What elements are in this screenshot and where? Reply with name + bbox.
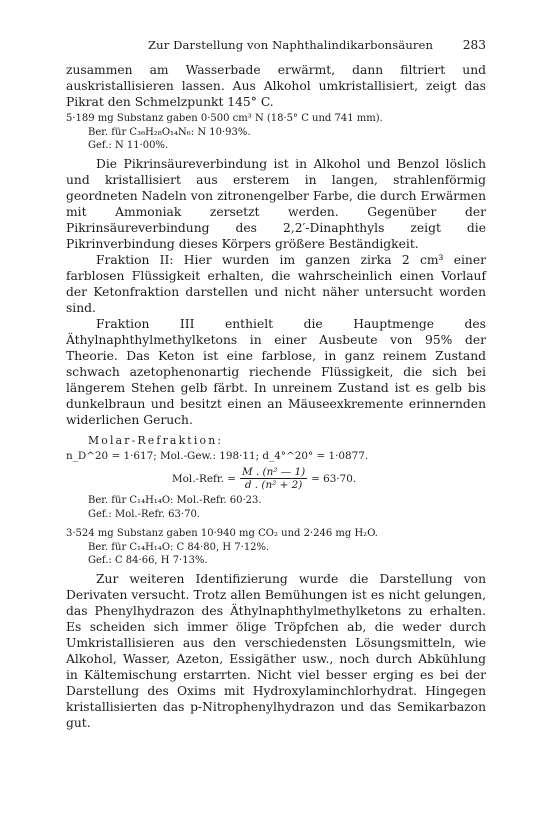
- paragraph-picric-compound: Die Pikrinsäureverbindung ist in Alkohol und Benzol löslich und kristallisiert aus ersterem in langen, strahlenförmig geordneten Nadeln von zitronengelber Farbe, die durch Erwärmen mit Ammoniak zersetzt werden. Gegenüber der Pikrinsäureverbindung des 2,2′-Dinaphthyls zeigt die Pikrinverbindung dieses Körpers größere Beständigkeit.: [66, 156, 486, 251]
- formula-result: = 63·70.: [311, 472, 357, 485]
- paragraph-picrate: zusammen am Wasserbade erwärmt, dann filtriert und auskristallisieren lassen. Aus Alkohol umkristallisiert, zeigt das Pikrat den Schmelzpunkt 145° C.: [66, 63, 486, 110]
- molar-refraction-formula: [66, 464, 486, 494]
- formula-fraction: [240, 467, 307, 491]
- refraction-constants: n_D^20 = 1·617; Mol.-Gew.: 198·11; d_4°^20° = 1·0877.: [66, 450, 369, 463]
- paragraph-fraction-3: Fraktion III enthielt die Hauptmenge des Äthylnaphthylmethylketons in einer Ausbeute von 95% der Theorie. Das Keton ist eine farblose, in ganz reinem Zustand schwach azetophenonartig riechende Flüssigkeit, die sich bei längerem Stehen gelb färbt. In unreinem Zustand ist es gelb bis dunkelbraun und besitzt einen an Mäuseexkremente erinnernden widerlichen Geruch.: [66, 317, 486, 428]
- analysis-line: 3·524 mg Substanz gaben 10·940 mg CO₂ und 2·246 mg H₂O.: [66, 528, 378, 540]
- analysis-found: Gef.: N 11·00%.: [88, 140, 169, 152]
- analysis-found: Gef.: C 84·66, H 7·13%.: [88, 555, 208, 567]
- page-number: 283: [462, 38, 486, 52]
- analysis-calculated: Ber. für C₁₄H₁₄O: C 84·80, H 7·12%.: [88, 541, 270, 553]
- formula-label: Mol.-Refr. =: [172, 472, 236, 485]
- book-page: [66, 38, 486, 731]
- running-title: Zur Darstellung von Naphthalindikarbonsäuren: [148, 38, 434, 52]
- analysis-block-combustion: [66, 527, 486, 568]
- analysis-line: 5·189 mg Substanz gaben 0·500 cm³ N (18·5° C und 741 mm).: [66, 113, 383, 125]
- paragraph-derivatives: Zur weiteren Identifizierung wurde die Darstellung von Derivaten versucht. Trotz allen Bemühungen ist es nicht gelungen, das Phenylhydrazon des Äthylnaphthylmethylketons zu erhalten. Es scheiden sich immer ölige Tröpfchen ab, die weder durch Umkristallisieren aus den verschiedensten Lösungsmitteln, wie Alkohol, Wasser, Azeton, Essigäther usw., noch durch Abkühlung in Kältemischung erstarrten. Nicht viel besser erging es bei der Darstellung des Oxims mit Hydroxylaminchlorhydrat. Hingegen kristallisierten das p-Nitrophenylhydrazon und das Semikarbazon gut.: [66, 571, 486, 731]
- formula-denominator: d . (n² + 2): [244, 479, 303, 492]
- analysis-calculated: Ber. für C₃₆H₂₈O₁₄N₆: N 10·93%.: [88, 126, 251, 138]
- page-body: [66, 62, 486, 731]
- refraction-block: [66, 433, 486, 521]
- formula-numerator: M . (n² — 1): [242, 466, 306, 479]
- analysis-block-nitrogen: [66, 112, 486, 153]
- refraction-heading: Molar-Refraktion:: [88, 434, 224, 448]
- paragraph-fraction-2: Fraktion II: Hier wurden im ganzen zirka 2 cm³ einer farblosen Flüssigkeit erhalten, die wahrscheinlich einen Vorlauf der Ketonfraktion darstellen und nicht näher untersucht worden sind.: [66, 252, 486, 316]
- refraction-found: Gef.: Mol.-Refr. 63·70.: [88, 508, 200, 520]
- page-header: [66, 38, 486, 60]
- refraction-calculated: Ber. für C₁₄H₁₄O: Mol.-Refr. 60·23.: [88, 495, 262, 507]
